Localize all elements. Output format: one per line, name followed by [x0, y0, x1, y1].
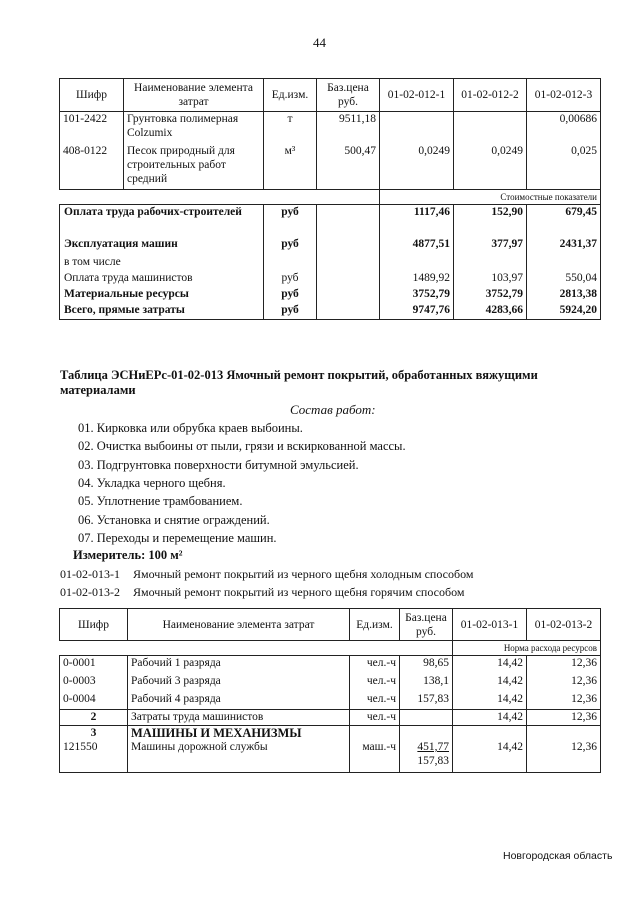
header-col3: 01-02-012-3	[527, 79, 601, 112]
resource-table-01-02-013	[59, 608, 601, 773]
material-v1	[380, 112, 454, 144]
header-unit: Ед.изм.	[350, 609, 400, 641]
resource-code: 2	[60, 710, 128, 726]
section-title: Таблица ЭСНиЕРс-01-02-013 Ямочный ремонт покрытий, обработанных вяжущими материалами	[60, 368, 538, 397]
cost-row-v3: 550,04	[527, 271, 601, 287]
resource-unit: чел.-ч	[350, 710, 400, 726]
resource-v1: 14,42	[453, 656, 527, 674]
material-code: 101-2422	[60, 112, 124, 144]
material-unit: т	[264, 112, 317, 144]
machine-price-top: 451,77	[417, 741, 449, 753]
resource-subheader: Норма расхода ресурсов	[453, 641, 601, 656]
cost-row-name: Всего, прямые затраты	[60, 303, 264, 320]
variant-code: 01-02-013-1	[60, 567, 120, 581]
resource-unit: чел.-ч	[350, 692, 400, 710]
cost-row-name: Оплата труда рабочих-строителей	[60, 205, 264, 237]
cost-row-unit: руб	[264, 205, 317, 237]
material-price: 9511,18	[317, 112, 380, 144]
resource-price: 98,65	[400, 656, 453, 674]
material-v2: 0,0249	[454, 144, 527, 190]
work-item: 04. Укладка черного щебня.	[78, 476, 226, 490]
resource-code: 0-0003	[60, 674, 128, 692]
variant-code: 01-02-013-2	[60, 585, 120, 599]
material-name: Грунтовка полимерная Colzumix	[124, 112, 264, 144]
page-number: 44	[313, 35, 326, 50]
material-price: 500,47	[317, 144, 380, 190]
works-heading: Состав работ:	[290, 402, 376, 417]
resource-unit: чел.-ч	[350, 656, 400, 674]
material-name: Песок природный для строительных работ средний	[124, 144, 264, 190]
material-v3: 0,00686	[527, 112, 601, 144]
resource-name: Рабочий 4 разряда	[128, 692, 350, 710]
variant-row	[60, 585, 464, 600]
cost-row-v2: 103,97	[454, 271, 527, 287]
cost-row-v2: 3752,79	[454, 287, 527, 303]
resource-v1: 14,42	[453, 674, 527, 692]
cost-row-v1: 9747,76	[380, 303, 454, 320]
resource-v2: 12,36	[527, 692, 601, 710]
material-v1: 0,0249	[380, 144, 454, 190]
cost-subheader: Стоимостные показатели	[380, 190, 601, 205]
cost-row-v3: 2813,38	[527, 287, 601, 303]
resource-v2: 12,36	[527, 656, 601, 674]
meter: Измеритель: 100 м²	[73, 548, 183, 562]
group-code: 3	[90, 727, 97, 739]
resource-v2: 12,36	[527, 710, 601, 726]
cost-row-v3: 5924,20	[527, 303, 601, 320]
cost-row-v1: 1117,46	[380, 205, 454, 237]
machine-v1: 14,42	[453, 726, 527, 773]
material-code: 408-0122	[60, 144, 124, 190]
resource-price: 138,1	[400, 674, 453, 692]
work-item: 03. Подгрунтовка поверхности битумной эмульсией.	[78, 458, 359, 472]
group-name: МАШИНЫ И МЕХАНИЗМЫ	[131, 726, 302, 740]
work-item: 01. Кирковка или обрубка краев выбоины.	[78, 421, 303, 435]
variant-desc: Ямочный ремонт покрытий из черного щебня горячим способом	[133, 585, 465, 599]
footer-region: Новгородская область	[503, 850, 613, 862]
cost-row-v2: 4283,66	[454, 303, 527, 320]
cost-row-name: Материальные ресурсы	[60, 287, 264, 303]
resource-name: Затраты труда машинистов	[128, 710, 350, 726]
resource-name: Рабочий 1 разряда	[128, 656, 350, 674]
header-price: Баз.цена руб.	[317, 79, 380, 112]
header-col2: 01-02-012-2	[454, 79, 527, 112]
cost-row-v3: 679,45	[527, 205, 601, 237]
cost-table-01-02-012	[59, 78, 601, 320]
variant-desc: Ямочный ремонт покрытий из черного щебня холодным способом	[133, 567, 474, 581]
resource-price: 157,83	[400, 692, 453, 710]
resource-v2: 12,36	[527, 674, 601, 692]
machine-unit: маш.-ч	[350, 726, 400, 773]
material-unit: м³	[264, 144, 317, 190]
machine-code: 121550	[63, 741, 98, 753]
work-item: 05. Уплотнение трамбованием.	[78, 494, 243, 508]
resource-v1: 14,42	[453, 692, 527, 710]
cost-row-v1: 4877,51	[380, 237, 454, 255]
header-price: Баз.цена руб.	[400, 609, 453, 641]
header-name: Наименование элемента затрат	[124, 79, 264, 112]
resource-price	[400, 710, 453, 726]
resource-code: 0-0001	[60, 656, 128, 674]
machine-name: Машины дорожной службы	[131, 741, 268, 753]
header-name: Наименование элемента затрат	[128, 609, 350, 641]
header-col2: 01-02-013-2	[527, 609, 601, 641]
work-item: 06. Установка и снятие ограждений.	[78, 513, 270, 527]
machine-price-bottom: 157,83	[417, 755, 449, 767]
header-col1: 01-02-012-1	[380, 79, 454, 112]
machine-v2: 12,36	[527, 726, 601, 773]
cost-row-unit: руб	[264, 237, 317, 255]
header-code: Шифр	[60, 79, 124, 112]
cost-row-name: в том числе	[60, 255, 264, 271]
variant-row	[60, 567, 473, 582]
cost-row-v3: 2431,37	[527, 237, 601, 255]
material-v2	[454, 112, 527, 144]
cost-row-v1: 1489,92	[380, 271, 454, 287]
resource-v1: 14,42	[453, 710, 527, 726]
cost-row-name: Эксплуатация машин	[60, 237, 264, 255]
cost-row-unit: руб	[264, 303, 317, 320]
resource-code: 0-0004	[60, 692, 128, 710]
cost-row-v1: 3752,79	[380, 287, 454, 303]
resource-unit: чел.-ч	[350, 674, 400, 692]
header-code: Шифр	[60, 609, 128, 641]
cost-row-unit: руб	[264, 287, 317, 303]
resource-name: Рабочий 3 разряда	[128, 674, 350, 692]
cost-row-name: Оплата труда машинистов	[60, 271, 264, 287]
cost-row-unit: руб	[264, 271, 317, 287]
cost-row-v2: 377,97	[454, 237, 527, 255]
header-unit: Ед.изм.	[264, 79, 317, 112]
work-item: 02. Очистка выбоины от пыли, грязи и вскиркованной массы.	[78, 439, 406, 453]
work-item: 07. Переходы и перемещение машин.	[78, 531, 277, 545]
cost-row-v2: 152,90	[454, 205, 527, 237]
material-v3: 0,025	[527, 144, 601, 190]
header-col1: 01-02-013-1	[453, 609, 527, 641]
